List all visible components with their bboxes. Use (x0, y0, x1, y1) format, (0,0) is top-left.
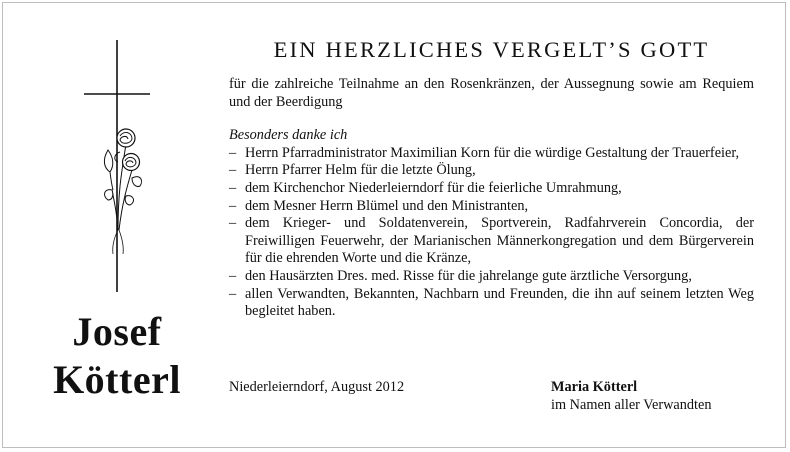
deceased-name (32, 308, 202, 404)
list-item-text: dem Krieger- und Soldatenverein, Sportverein, Radfahrverein Concordia, der Freiwilligen Feuerwehr, der Marianischen Männerkongregation und dem Bürgerverein für die ehrenden Worte und die Kränze, (245, 215, 754, 267)
deceased-last-name: Kötterl (53, 357, 181, 402)
bullet-dash: – (229, 285, 237, 302)
notice-heading: EIN HERZLICHES VERGELT’S GOTT (273, 37, 710, 62)
list-item (229, 162, 754, 180)
list-item (229, 198, 754, 216)
list-item-text: Herrn Pfarradministrator Maximilian Korn für die würdige Gestaltung der Trauerfeier, (245, 144, 740, 161)
bullet-dash: – (229, 144, 237, 161)
list-item-text: dem Kirchenchor Niederleierndorf für die feierliche Umrahmung, (245, 179, 622, 196)
list-item-text: dem Mesner Herrn Blümel und den Ministranten, (245, 197, 529, 214)
list-item (229, 180, 754, 198)
list-item (229, 145, 754, 163)
bullet-dash: – (229, 215, 237, 232)
bullet-dash: – (229, 179, 237, 196)
thanks-list (229, 145, 754, 321)
list-item-text: Herrn Pfarrer Helm für die letzte Ölung, (245, 162, 476, 179)
list-item-text: den Hausärzten Dres. med. Risse für die jahrelange gute ärztliche Versorgung, (245, 267, 692, 284)
deceased-first-name: Josef (72, 309, 162, 354)
list-item (229, 286, 754, 321)
place-date: Niederleierndorf, August 2012 (229, 379, 405, 395)
bullet-dash: – (229, 197, 237, 214)
bullet-dash: – (229, 267, 237, 284)
intro-text: für die zahlreiche Teilnahme an den Rosenkränzen, der Aussegnung sowie am Requiem und der Beerdigung (229, 76, 754, 110)
list-item (229, 215, 754, 268)
thanks-intro: Besonders danke ich (229, 127, 348, 144)
signer-name: Maria Kötterl (551, 379, 638, 395)
bullet-dash: – (229, 162, 237, 179)
signature-block (551, 378, 757, 414)
list-item-text: allen Verwandten, Bekannten, Nachbarn und Freunden, die ihn auf seinem letzten Weg begleitet haben. (245, 285, 754, 320)
list-item (229, 268, 754, 286)
sidebar (0, 0, 232, 452)
signer-line: im Namen aller Verwandten (551, 397, 712, 413)
cross-with-roses-icon (82, 40, 152, 292)
notice-body (229, 36, 754, 321)
